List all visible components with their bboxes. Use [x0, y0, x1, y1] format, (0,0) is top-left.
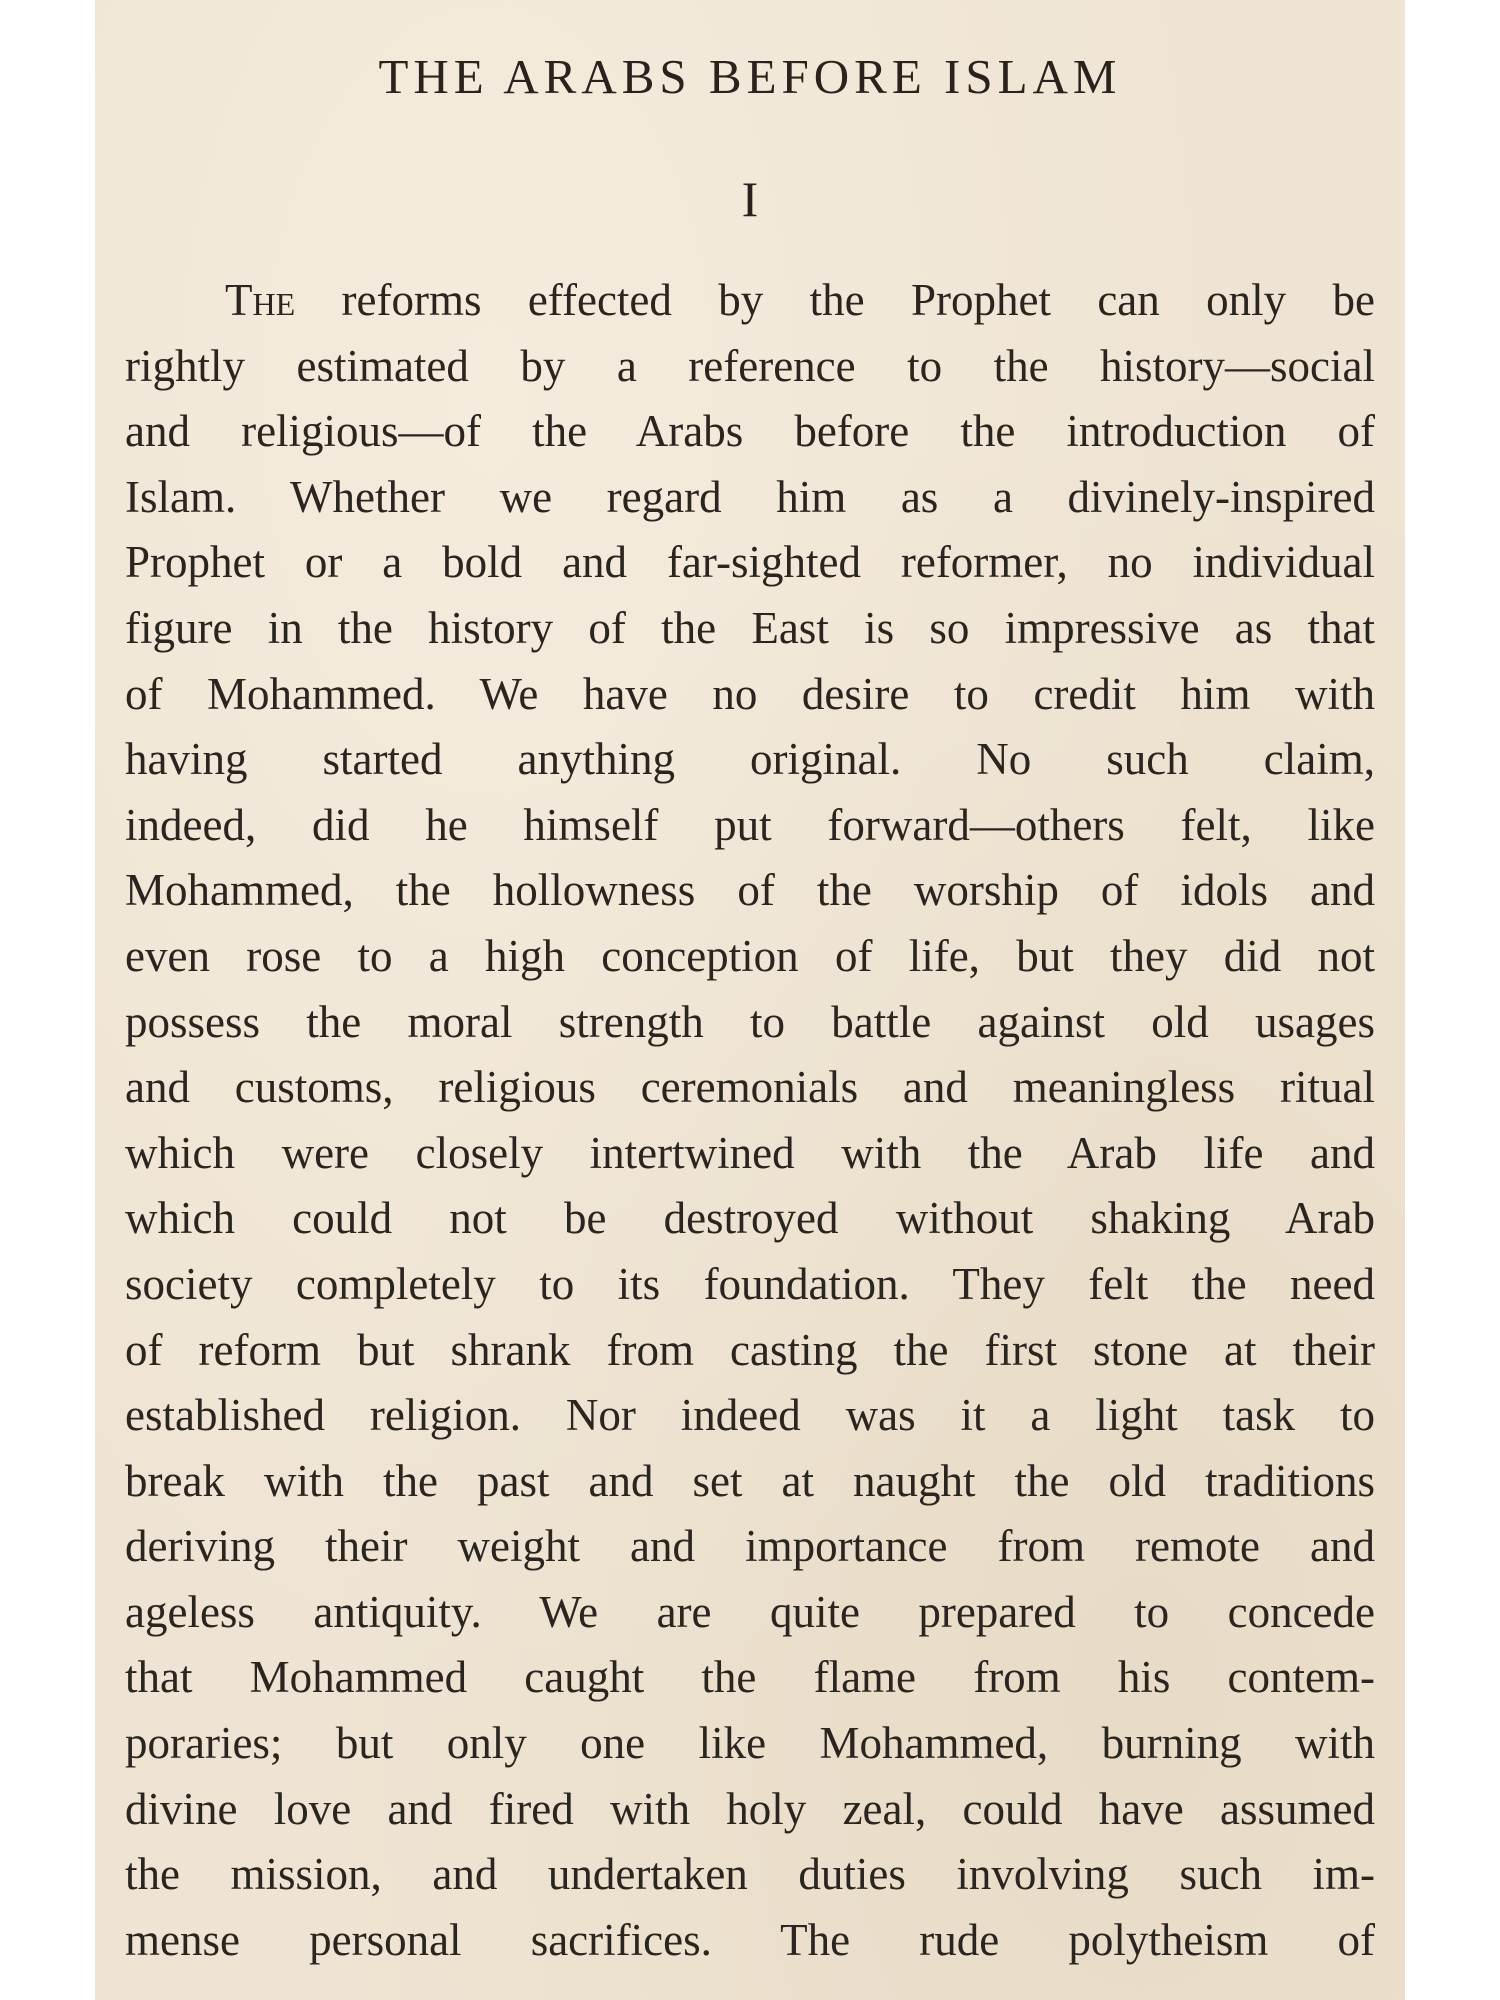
text-line: deriving their weight and importance from remote and	[125, 1521, 1375, 1572]
running-head: THE ARABS BEFORE ISLAM	[378, 49, 1122, 104]
text-line: poraries; but only one like Mohammed, burning with	[125, 1718, 1375, 1769]
text-line: indeed, did he himself put forward—others felt, like	[125, 799, 1375, 850]
text-line: of Mohammed. We have no desire to credit him with	[125, 668, 1375, 719]
paragraph	[125, 268, 1375, 1973]
text-line: possess the moral strength to battle against old usages	[125, 996, 1375, 1047]
text-line: which could not be destroyed without shaking Arab	[125, 1193, 1375, 1244]
text-line	[125, 268, 1375, 334]
text-line: and customs, religious ceremonials and meaningless ritual	[125, 1062, 1375, 1113]
book-page	[95, 0, 1405, 2000]
text-line: break with the past and set at naught the old traditions	[125, 1455, 1375, 1506]
text-line: Prophet or a bold and far-sighted reformer, no individual	[125, 537, 1375, 588]
text-line: divine love and fired with holy zeal, could have assumed	[125, 1783, 1375, 1834]
text-line: that Mohammed caught the flame from his contem-	[125, 1652, 1375, 1703]
text-line: the mission, and undertaken duties involving such im-	[125, 1849, 1375, 1900]
chapter-number: I	[741, 171, 759, 227]
text-line: figure in the history of the East is so impressive as that	[125, 602, 1375, 653]
text-line: which were closely intertwined with the Arab life and	[125, 1127, 1375, 1178]
text-line-rest: reforms effected by the Prophet can only be	[295, 275, 1375, 325]
text-line: established religion. Nor indeed was it a light task to	[125, 1390, 1375, 1441]
text-line: Mohammed, the hollowness of the worship of idols and	[125, 865, 1375, 916]
text-line: rightly estimated by a reference to the history—social	[125, 340, 1375, 391]
text-line: society completely to its foundation. They felt the need	[125, 1258, 1375, 1309]
opening-word: The	[225, 275, 296, 325]
text-line: Islam. Whether we regard him as a divinely-inspired	[125, 471, 1375, 522]
text-line: mense personal sacrifices. The rude polytheism of	[125, 1914, 1375, 1965]
text-line: having started anything original. No such claim,	[125, 734, 1375, 785]
text-line: of reform but shrank from casting the first stone at their	[125, 1324, 1375, 1375]
text-line: and religious—of the Arabs before the introduction of	[125, 406, 1375, 457]
text-line: ageless antiquity. We are quite prepared to concede	[125, 1586, 1375, 1637]
text-line: even rose to a high conception of life, but they did not	[125, 930, 1375, 981]
